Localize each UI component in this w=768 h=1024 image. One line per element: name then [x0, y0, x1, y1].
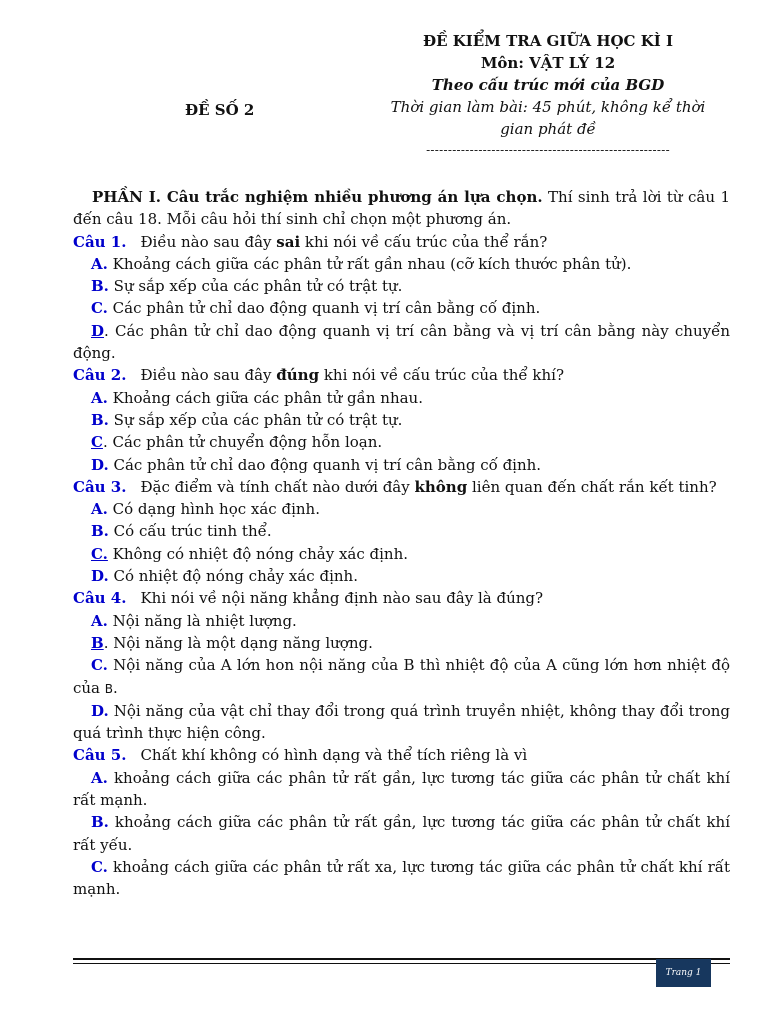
answer-option	[73, 320, 730, 365]
option-text: Có nhiệt độ nóng chảy xác định.	[108, 567, 358, 586]
page-number-label: Trang 1	[665, 968, 702, 978]
structure-note: Theo cấu trúc mới của BGD	[431, 76, 665, 94]
option-letter: D.	[91, 701, 109, 720]
option-letter-correct: C	[91, 433, 103, 452]
question-text: Điều nào sau đây	[140, 366, 277, 385]
option-text: khoảng cách giữa các phân tử rất xa, lực tương tác giữa các phân tử chất khí rất mạnh.	[73, 857, 730, 899]
answer-option	[73, 253, 730, 275]
exam-header	[0, 30, 768, 170]
option-letter-correct: D	[91, 321, 105, 340]
option-symbol: B	[104, 681, 114, 696]
option-letter: A.	[91, 611, 108, 630]
time-note: Thời gian làm bài: 45 phút, không kể thời gian phát đề	[390, 98, 706, 138]
question-emphasis: sai	[276, 232, 301, 251]
question-stem	[73, 364, 730, 386]
exam-number: ĐỀ SỐ 2	[185, 101, 255, 119]
question-emphasis: không	[414, 477, 468, 496]
question-stem	[73, 231, 730, 253]
question-stem	[73, 744, 730, 766]
question-text: liên quan đến chất rắn kết tinh?	[467, 477, 717, 496]
answer-option	[73, 431, 730, 453]
option-text: . Các phân tử chuyển động hỗn loạn.	[102, 433, 383, 452]
answer-option	[73, 454, 730, 476]
question-emphasis: đúng	[276, 366, 320, 385]
footer-rule	[73, 958, 730, 960]
option-letter-correct: B	[91, 633, 104, 652]
option-text: Sự sắp xếp của các phân tử có trật tự.	[108, 277, 403, 296]
option-text: Sự sắp xếp của các phân tử có trật tự.	[108, 410, 403, 429]
answer-option	[73, 520, 730, 542]
option-letter: D.	[91, 567, 109, 586]
answer-option	[73, 387, 730, 409]
option-letter-correct: C.	[91, 544, 108, 563]
option-text: Có dạng hình học xác định.	[107, 500, 320, 519]
question-number: Câu 4.	[73, 589, 127, 608]
option-letter: C.	[91, 656, 108, 675]
section-instruction: Thí sinh trả lời từ câu 1 đến câu 18. Mỗi câu hỏi thí sinh chỉ chọn một phương án.	[73, 188, 730, 229]
answer-option	[73, 409, 730, 431]
option-letter: A.	[91, 254, 108, 273]
question-stem	[73, 587, 730, 609]
option-text: khoảng cách giữa các phân tử rất gần, lực tương tác giữa các phân tử chất khí rất yếu.	[73, 813, 730, 854]
option-text: Các phân tử chỉ dao động quanh vị trí cân bằng cố định.	[107, 299, 541, 318]
question-text: Khi nói về nội năng khẳng định nào sau đây là đúng?	[140, 589, 544, 608]
answer-option	[73, 856, 730, 901]
question-number: Câu 1.	[73, 232, 127, 251]
exam-header-info	[380, 30, 716, 158]
answer-option	[73, 297, 730, 319]
option-text: Khoảng cách giữa các phân tử gần nhau.	[107, 388, 423, 407]
option-text: Nội năng của vật chỉ thay đổi trong quá trình truyền nhiệt, không thay đổi trong quá trình thực hiện công.	[73, 701, 730, 743]
option-text: Không có nhiệt độ nóng chảy xác định.	[107, 544, 409, 563]
answer-option	[73, 543, 730, 565]
footer-rule	[73, 963, 730, 964]
section-intro	[73, 186, 730, 231]
option-text: khoảng cách giữa các phân tử rất gần, lực tương tác giữa các phân tử chất khí rất mạnh.	[73, 768, 730, 810]
header-separator: --------------------------------------------------------	[426, 143, 670, 157]
page-number-badge	[656, 959, 711, 987]
option-text: . Các phân tử chỉ dao động quanh vị trí cân bằng và vị trí cân bằng này chuyển động.	[73, 321, 730, 363]
option-letter: C.	[91, 857, 108, 876]
exam-title: ĐỀ KIỂM TRA GIỮA HỌC KÌ I	[422, 32, 674, 50]
exam-subject: Môn: VẬT LÝ 12	[480, 54, 616, 72]
question-text: khi nói về cấu trúc của thể khí?	[319, 366, 564, 385]
answer-option	[73, 632, 730, 654]
option-text: Khoảng cách giữa các phân tử rất gần nhau (cỡ kích thước phân tử).	[107, 254, 632, 273]
exam-content	[73, 186, 730, 901]
option-letter: B.	[91, 277, 109, 296]
option-text-end: .	[113, 678, 118, 697]
question-text: khi nói về cấu trúc của thể rắn?	[300, 232, 548, 251]
answer-option	[73, 811, 730, 856]
answer-option	[73, 498, 730, 520]
answer-option	[73, 767, 730, 812]
question-text: Điều nào sau đây	[140, 232, 277, 251]
option-text: . Nội năng là một dạng năng lượng.	[103, 633, 373, 652]
question-number: Câu 3.	[73, 477, 127, 496]
answer-option	[73, 700, 730, 745]
option-letter: B.	[91, 522, 109, 541]
option-text: Nội năng là nhiệt lượng.	[107, 611, 297, 630]
option-letter: A.	[91, 768, 108, 787]
option-letter: D.	[91, 455, 109, 474]
answer-option	[73, 275, 730, 297]
question-text: Chất khí không có hình dạng và thể tích riêng là vì	[140, 746, 528, 765]
option-letter: A.	[91, 388, 108, 407]
option-letter: B.	[91, 813, 109, 832]
answer-option	[73, 654, 730, 700]
option-text: Các phân tử chỉ dao động quanh vị trí cân bằng cố định.	[108, 455, 542, 474]
question-stem	[73, 476, 730, 498]
section-title: PHẦN I. Câu trắc nghiệm nhiều phương án lựa chọn.	[92, 188, 543, 206]
question-number: Câu 2.	[73, 366, 127, 385]
answer-option	[73, 565, 730, 587]
question-number: Câu 5.	[73, 746, 127, 765]
answer-option	[73, 610, 730, 632]
option-text: Có cấu trúc tinh thể.	[108, 522, 272, 541]
option-text: Nội năng của A lớn hon nội năng của B thì nhiệt độ của A cũng lớn hơn nhiệt độ của	[73, 656, 730, 697]
question-text: Đặc điểm và tính chất nào dưới đây	[140, 477, 415, 496]
option-letter: C.	[91, 299, 108, 318]
option-letter: A.	[91, 500, 108, 519]
option-letter: B.	[91, 410, 109, 429]
